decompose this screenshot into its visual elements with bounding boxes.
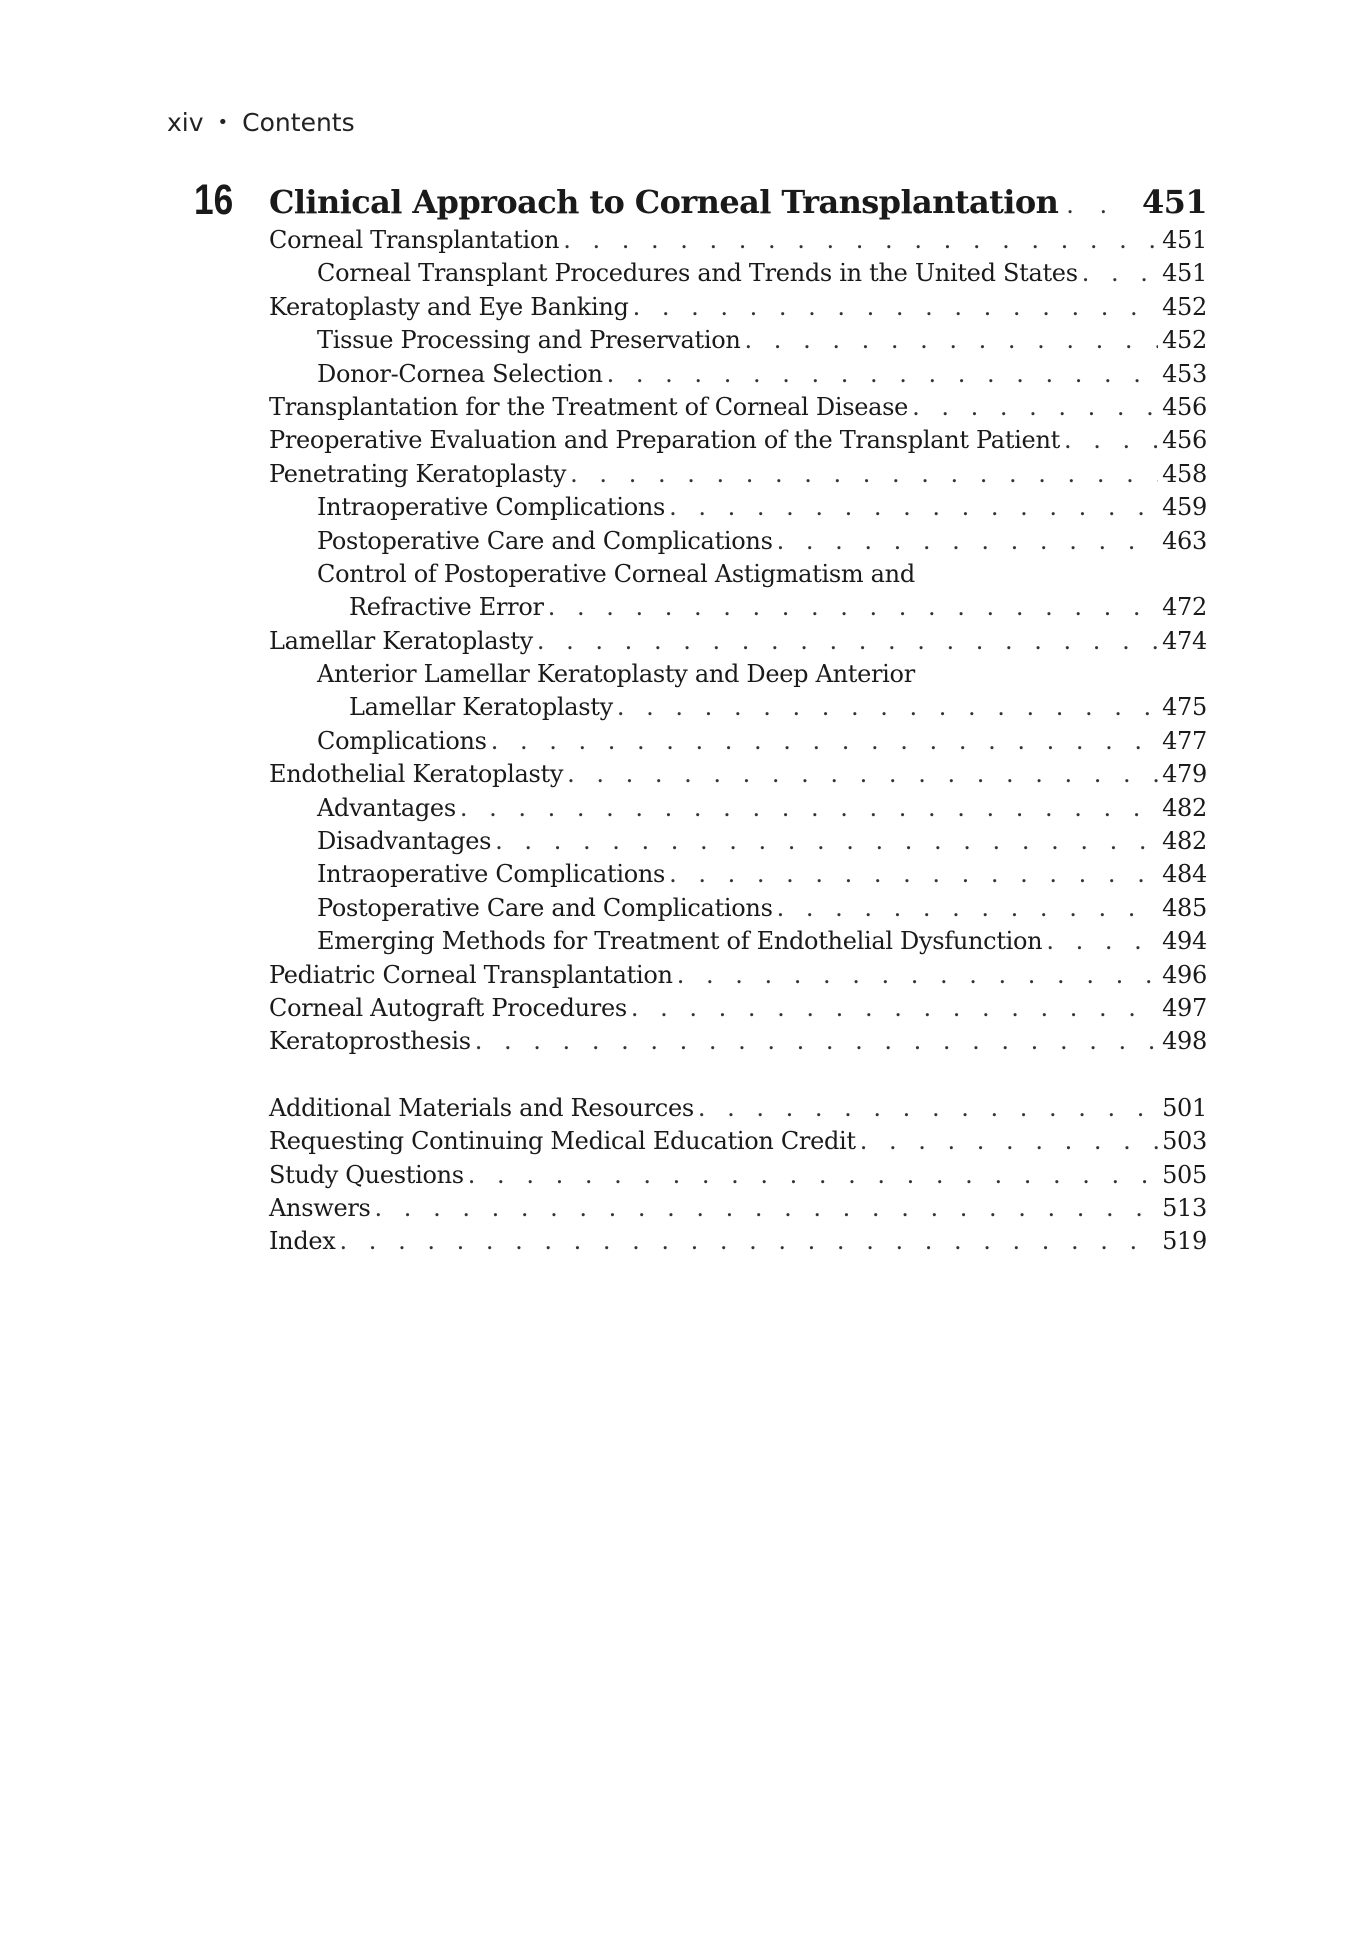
dot-leader	[495, 825, 1158, 858]
toc-entry-page: 501	[1162, 1093, 1207, 1122]
dot-leader	[375, 1192, 1159, 1225]
toc-entry-title: Endothelial Keratoplasty	[269, 760, 564, 789]
toc-entry[interactable]	[269, 358, 1207, 391]
toc-entry[interactable]	[269, 825, 1207, 858]
toc-entry-page: 475	[1162, 693, 1207, 722]
dot-leader	[633, 291, 1159, 324]
dot-leader	[340, 1225, 1159, 1258]
toc-entry[interactable]	[269, 558, 1207, 591]
dot-leader	[1064, 424, 1158, 457]
toc-entry-page: 513	[1162, 1193, 1207, 1222]
dot-leader	[563, 224, 1158, 257]
toc-entry-title: Anterior Lamellar Keratoplasty and Deep Anterior	[317, 660, 915, 689]
dot-leader	[1046, 925, 1158, 958]
toc-entry[interactable]	[269, 658, 1207, 691]
back-matter-entries	[269, 1092, 1207, 1259]
toc-entry-page: 472	[1162, 593, 1207, 622]
toc-entry[interactable]	[269, 625, 1207, 658]
toc-entry-title: Complications	[317, 726, 487, 755]
toc-entry[interactable]	[269, 1125, 1207, 1158]
section-spacer	[269, 1059, 1207, 1092]
toc-entry[interactable]	[269, 959, 1207, 992]
toc-entries	[269, 224, 1207, 1059]
toc-entry-page: 451	[1162, 226, 1207, 254]
toc-entry[interactable]	[269, 491, 1207, 524]
chapter-page: 451	[1142, 183, 1207, 221]
toc-entry-title: Corneal Transplant Procedures and Trends in the United States	[317, 259, 1078, 288]
table-of-contents	[269, 180, 1207, 1259]
toc-entry-page: 496	[1162, 960, 1207, 989]
toc-entry-title: Study Questions	[269, 1160, 464, 1189]
toc-entry-title: Keratoplasty and Eye Banking	[269, 292, 629, 321]
toc-entry-title: Intraoperative Complications	[317, 493, 666, 522]
toc-entry-title: Preoperative Evaluation and Preparation of the Transplant Patient	[269, 426, 1060, 455]
toc-entry-page: 485	[1162, 893, 1207, 922]
toc-entry[interactable]	[269, 391, 1207, 424]
dot-leader	[912, 391, 1158, 424]
toc-entry-title: Postoperative Care and Complications	[317, 526, 773, 555]
toc-entry-page: 456	[1162, 392, 1207, 421]
dot-leader	[460, 792, 1158, 825]
dot-leader	[1066, 183, 1134, 227]
dot-leader	[777, 892, 1158, 925]
chapter-title-row[interactable]	[269, 180, 1207, 224]
toc-entry-title: Additional Materials and Resources	[269, 1093, 694, 1122]
toc-entry[interactable]	[269, 257, 1207, 290]
toc-entry-page: 494	[1162, 927, 1207, 956]
dot-leader	[677, 959, 1158, 992]
toc-entry-title: Penetrating Keratoplasty	[269, 459, 567, 488]
chapter-number: 16	[194, 176, 234, 224]
toc-entry-title: Transplantation for the Treatment of Corneal Disease	[269, 392, 909, 421]
toc-entry-page: 482	[1162, 793, 1207, 822]
chapter-title: Clinical Approach to Corneal Transplantation	[269, 183, 1059, 221]
toc-entry[interactable]	[269, 858, 1207, 891]
toc-entry-title: Donor-Cornea Selection	[317, 359, 603, 388]
toc-entry[interactable]	[269, 1092, 1207, 1125]
toc-entry-page: 497	[1162, 993, 1207, 1022]
toc-entry[interactable]	[269, 792, 1207, 825]
toc-entry[interactable]	[269, 725, 1207, 758]
toc-entry-page: 505	[1162, 1160, 1207, 1189]
toc-entry-title: Control of Postoperative Corneal Astigmatism and	[317, 559, 915, 588]
toc-entry-title: Advantages	[317, 793, 456, 822]
toc-entry-page: 503	[1162, 1127, 1207, 1156]
toc-entry-title: Index	[269, 1227, 336, 1256]
toc-entry[interactable]	[269, 1025, 1207, 1058]
toc-entry[interactable]	[269, 324, 1207, 357]
toc-entry[interactable]	[269, 224, 1207, 257]
dot-leader	[537, 625, 1158, 658]
dot-leader	[631, 992, 1158, 1025]
toc-entry-page: 452	[1162, 326, 1207, 355]
dot-leader	[860, 1125, 1158, 1158]
toc-entry-title: Refractive Error	[349, 593, 544, 622]
dot-leader	[669, 858, 1158, 891]
dot-leader	[548, 591, 1158, 624]
toc-entry[interactable]	[269, 525, 1207, 558]
toc-entry-page: 459	[1162, 493, 1207, 522]
toc-entry[interactable]	[269, 291, 1207, 324]
toc-entry-page: 451	[1162, 259, 1207, 288]
toc-entry-title: Corneal Autograft Procedures	[269, 993, 627, 1022]
toc-entry[interactable]	[269, 925, 1207, 958]
toc-entry-page: 484	[1162, 860, 1207, 889]
toc-entry-title: Lamellar Keratoplasty	[269, 626, 533, 655]
toc-entry-title: Emerging Methods for Treatment of Endothelial Dysfunction	[317, 927, 1043, 956]
dot-leader	[669, 491, 1158, 524]
toc-entry-title: Answers	[269, 1193, 371, 1222]
toc-entry-title: Keratoprosthesis	[269, 1027, 471, 1056]
toc-entry-page: 482	[1162, 827, 1207, 856]
dot-leader	[570, 458, 1158, 491]
toc-entry-title: Postoperative Care and Complications	[317, 893, 773, 922]
dot-leader	[698, 1092, 1158, 1125]
dot-leader	[745, 324, 1159, 357]
toc-entry-page: 453	[1162, 359, 1207, 388]
toc-entry[interactable]	[269, 1192, 1207, 1225]
running-head-bullet: •	[217, 112, 229, 133]
dot-leader	[468, 1159, 1158, 1192]
toc-entry[interactable]	[269, 1159, 1207, 1192]
dot-leader	[777, 525, 1158, 558]
dot-leader	[475, 1025, 1158, 1058]
toc-entry[interactable]	[269, 892, 1207, 925]
toc-entry-page: 498	[1162, 1027, 1207, 1056]
toc-entry-title: Corneal Transplantation	[269, 226, 560, 254]
toc-entry[interactable]	[269, 591, 1207, 624]
toc-entry-page: 456	[1162, 426, 1207, 455]
toc-entry-page: 452	[1162, 292, 1207, 321]
toc-entry-page: 458	[1162, 459, 1207, 488]
toc-entry[interactable]	[269, 758, 1207, 791]
toc-entry[interactable]	[269, 992, 1207, 1025]
dot-leader	[567, 758, 1158, 791]
toc-entry-title: Lamellar Keratoplasty	[349, 693, 613, 722]
toc-entry-title: Pediatric Corneal Transplantation	[269, 960, 673, 989]
toc-entry-page: 477	[1162, 726, 1207, 755]
running-head-page: xiv	[167, 108, 204, 137]
toc-entry-title: Requesting Continuing Medical Education Credit	[269, 1127, 856, 1156]
dot-leader	[1082, 257, 1158, 290]
dot-leader	[607, 358, 1158, 391]
toc-entry-page: 479	[1162, 760, 1207, 789]
toc-entry[interactable]	[269, 1225, 1207, 1258]
running-head-section: Contents	[242, 108, 355, 137]
dot-leader	[617, 691, 1158, 724]
toc-entry-title: Intraoperative Complications	[317, 860, 666, 889]
toc-entry[interactable]	[269, 424, 1207, 457]
toc-entry-page: 474	[1162, 626, 1207, 655]
toc-entry-page: 463	[1162, 526, 1207, 555]
toc-entry-page: 519	[1162, 1227, 1207, 1256]
running-head	[167, 108, 355, 137]
toc-entry-title: Tissue Processing and Preservation	[317, 326, 741, 355]
dot-leader	[491, 725, 1158, 758]
toc-entry[interactable]	[269, 458, 1207, 491]
toc-entry[interactable]	[269, 691, 1207, 724]
toc-entry-title: Disadvantages	[317, 827, 492, 856]
